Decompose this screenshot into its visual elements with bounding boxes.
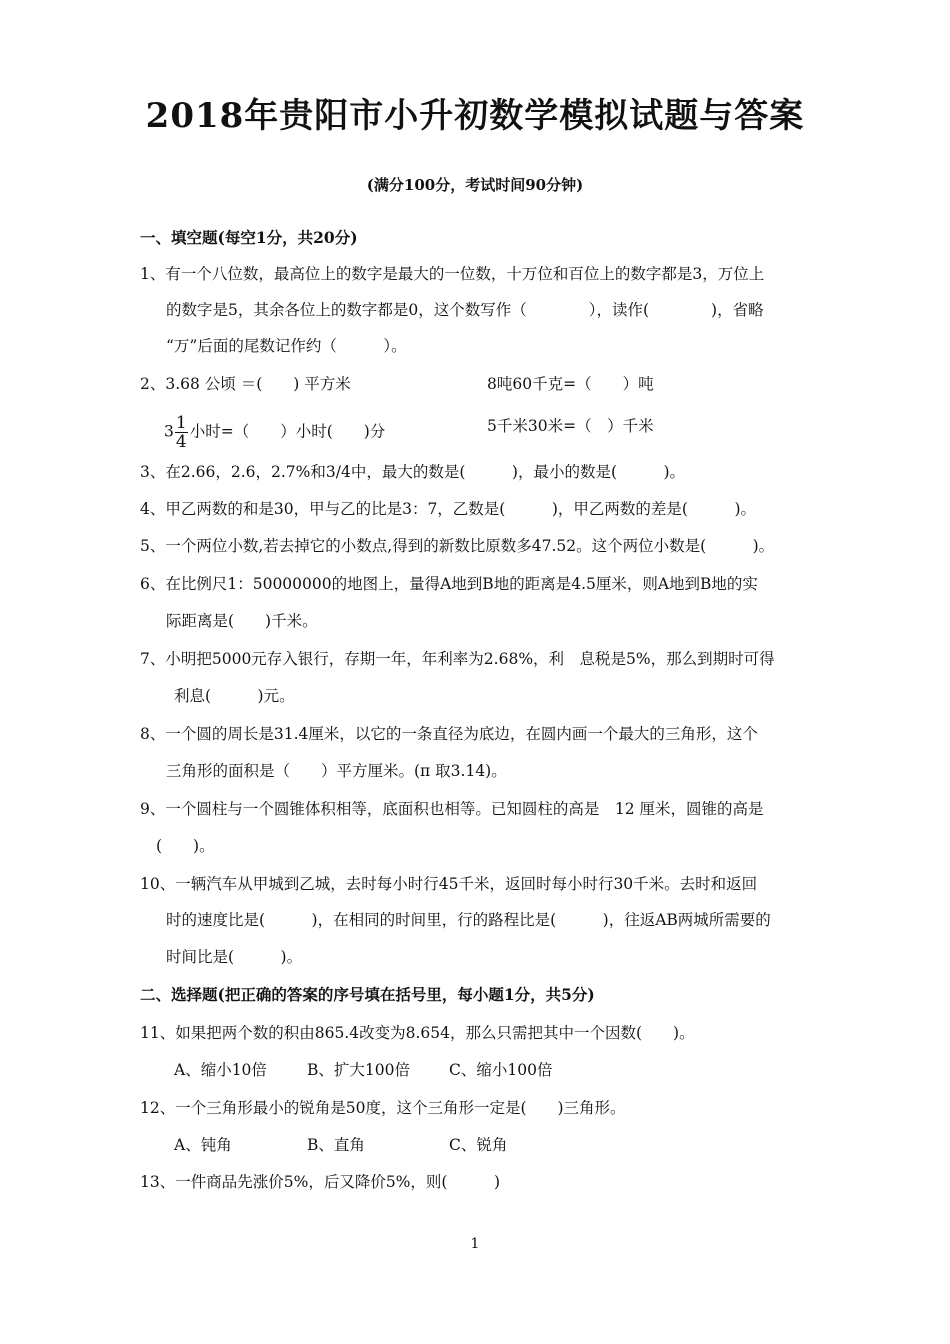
question-4: 4、甲乙两数的和是30，甲与乙的比是3：7，乙数是( )，甲乙两数的差是( )。	[140, 500, 756, 518]
question-2-part-d: 5千米30米=（ ）千米	[487, 417, 654, 435]
question-9-line-2: ( )。	[156, 837, 215, 855]
question-10-line-2: 时的速度比是( )，在相同的时间里，行的路程比是( )，往返AB两城所需要的	[166, 911, 771, 929]
question-2-part-b: 8吨60千克=（ ）吨	[487, 375, 654, 393]
question-2-part-c-text: 小时=（ ）小时( )分	[189, 422, 386, 441]
question-2-part-c	[164, 414, 385, 451]
question-1-line-1: 1、有一个八位数，最高位上的数字是最大的一位数，十万位和百位上的数字都是3，万位上	[140, 265, 765, 283]
question-9-line-1: 9、一个圆柱与一个圆锥体积相等，底面积也相等。已知圆柱的高是 12 厘米，圆锥的高是	[140, 800, 764, 818]
section-2-heading: 二、选择题(把正确的答案的序号填在括号里，每小题1分，共5分)	[140, 985, 595, 1004]
question-6-line-1: 6、在比例尺1：50000000的地图上，量得A地到B地的距离是4.5厘米，则A地到B地的实	[140, 575, 758, 593]
question-6-line-2: 际距离是( )千米。	[166, 612, 318, 630]
fraction	[175, 414, 188, 451]
question-12-option-a: A、钝角	[174, 1136, 232, 1154]
question-12-option-c: C、锐角	[449, 1136, 508, 1154]
question-12-option-b: B、直角	[307, 1136, 365, 1154]
question-11-option-b: B、扩大100倍	[307, 1061, 410, 1079]
exam-subtitle: (满分100分，考试时间90分钟)	[366, 176, 584, 194]
section-1-heading: 一、填空题(每空1分，共20分)	[140, 228, 358, 247]
question-7-line-2: 利息( )元。	[174, 687, 295, 705]
question-8-line-1: 8、一个圆的周长是31.4厘米，以它的一条直径为底边，在圆内画一个最大的三角形，这个	[140, 725, 758, 743]
question-11-option-a: A、缩小10倍	[174, 1061, 267, 1079]
question-1-line-2: 的数字是5，其余各位上的数字都是0，这个数写作（ ），读作( )，省略	[166, 301, 764, 319]
mixed-number-whole: 3	[164, 422, 174, 441]
question-8-line-2: 三角形的面积是（ ）平方厘米。(π 取3.14)。	[166, 762, 507, 780]
fraction-numerator: 1	[175, 413, 187, 433]
question-10-line-3: 时间比是( )。	[166, 948, 303, 966]
question-3: 3、在2.66，2.6，2.7%和3/4中，最大的数是( )，最小的数是( )。	[140, 463, 686, 481]
question-5: 5、一个两位小数,若去掉它的小数点,得到的新数比原数多47.52。这个两位小数是( )。	[140, 537, 775, 555]
fraction-denominator: 4	[175, 432, 187, 452]
question-10-line-1: 10、一辆汽车从甲城到乙城，去时每小时行45千米，返回时每小时行30千米。去时和返回	[140, 875, 758, 893]
question-13-stem: 13、一件商品先涨价5%，后又降价5%，则( )	[140, 1173, 500, 1191]
question-1-line-3: “万”后面的尾数记作约（ ）。	[166, 337, 407, 355]
question-7-line-1: 7、小明把5000元存入银行，存期一年，年利率为2.68%，利 息税是5%，那么到期时可得	[140, 650, 775, 668]
page-number: 1	[470, 1236, 480, 1252]
question-11-stem: 11、如果把两个数的积由865.4改变为8.654，那么只需把其中一个因数( )。	[140, 1024, 695, 1042]
question-12-stem: 12、一个三角形最小的锐角是50度，这个三角形一定是( )三角形。	[140, 1099, 626, 1117]
question-2-part-a: 2、3.68 公顷 ＝( ) 平方米	[140, 375, 351, 393]
question-11-option-c: C、缩小100倍	[449, 1061, 553, 1079]
page-title: 2018年贵阳市小升初数学模拟试题与答案	[145, 96, 805, 136]
